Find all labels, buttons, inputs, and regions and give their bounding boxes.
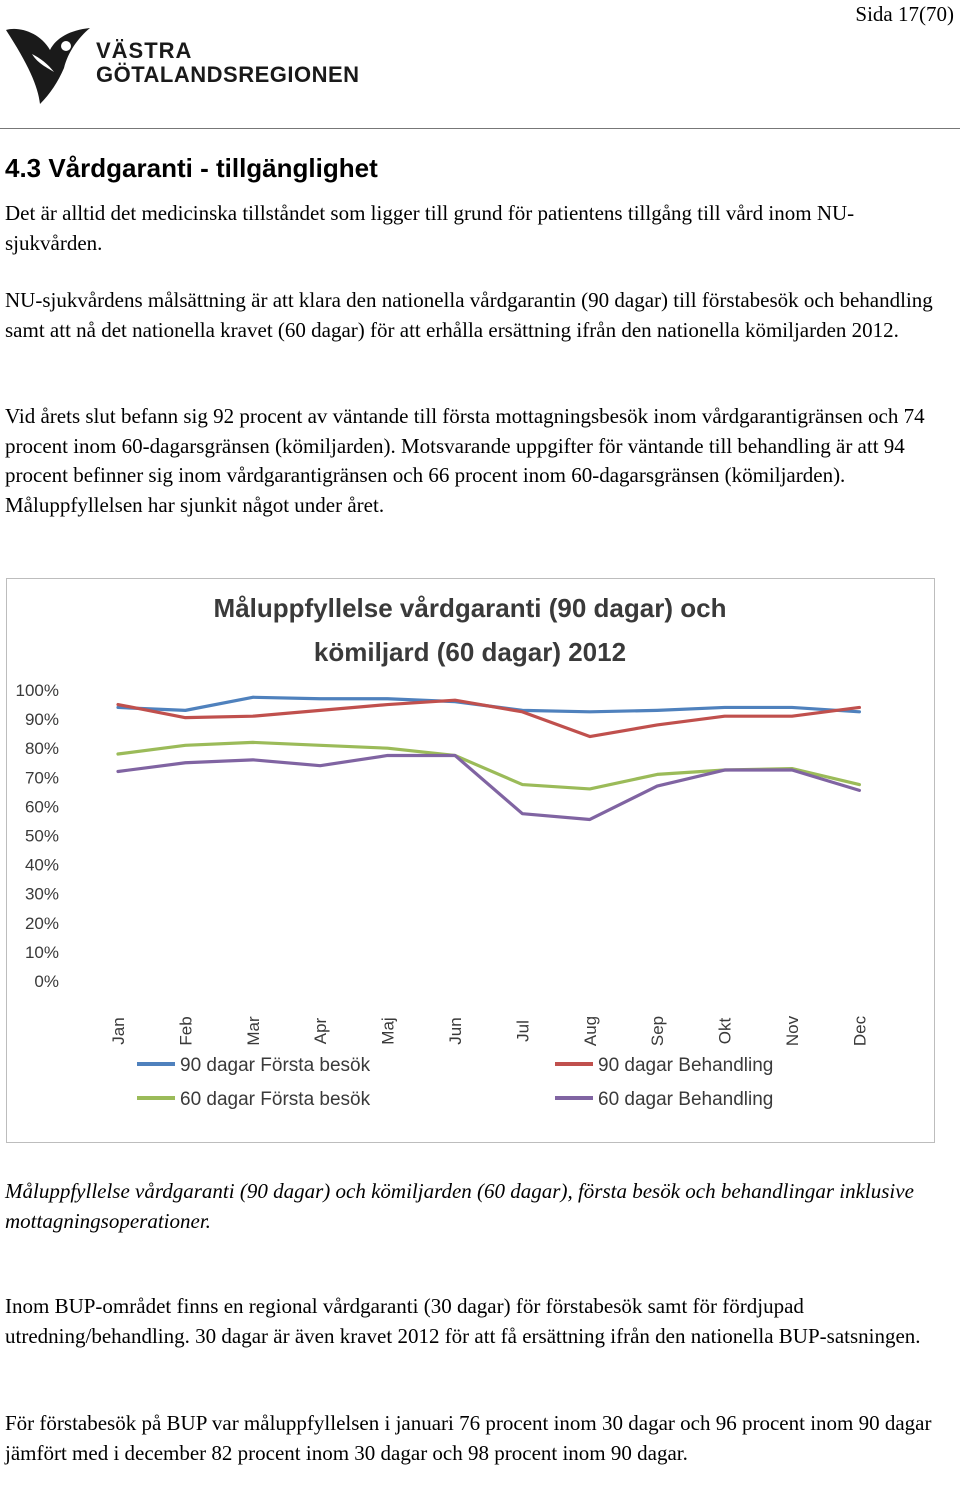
chart-title-line: Måluppfyllelse vårdgaranti (90 dagar) och	[213, 593, 727, 623]
vastra-gotalandsregionen-logo	[4, 24, 404, 108]
y-tick-label: 30%	[24, 884, 59, 904]
y-tick-label: 10%	[24, 942, 59, 962]
paragraph-intro: Det är alltid det medicinska tillståndet som ligger till grund för patientens tillgång till vård inom NU-sjukvården.	[5, 201, 855, 255]
chart-title-line: kömiljard (60 dagar) 2012	[313, 637, 627, 667]
y-tick-label: 80%	[24, 739, 59, 759]
y-tick-label: 100%	[15, 681, 59, 700]
x-tick-label: Jul	[513, 1020, 533, 1042]
logo-text-line2: GÖTALANDSREGIONEN	[96, 62, 360, 87]
x-tick-label: Aug	[580, 1015, 600, 1047]
series-line	[118, 700, 859, 736]
y-tick-label: 70%	[24, 768, 59, 788]
x-tick-label: Mar	[243, 1016, 263, 1046]
x-tick-label: Nov	[783, 1015, 802, 1047]
y-tick-label: 50%	[24, 826, 59, 846]
paragraph-goal: NU-sjukvårdens målsättning är att klara den nationella vårdgarantin (90 dagar) till förstabesök och behandling samt att nå det nationella kravet (60 dagar) för att erhålla ersättning ifrån den nationella kömiljarden 2012.	[5, 288, 933, 342]
page-number: Sida 17(70)	[855, 2, 954, 26]
logo-text-line1: VÄSTRA	[96, 38, 193, 63]
series-line	[118, 755, 859, 819]
chart-container	[6, 578, 935, 1143]
y-tick-label: 20%	[24, 913, 59, 933]
section-heading: 4.3 Vårdgaranti - tillgänglighet	[5, 153, 378, 183]
logo-emblem-icon	[4, 24, 94, 108]
y-tick-label: 0%	[34, 972, 59, 991]
paragraph-bup: Inom BUP-området finns en regional vårdgaranti (30 dagar) för förstabesök samt för fördjupad utredning/behandling. 30 dagar är även kravet 2012 för att få ersättning ifrån den nationella BUP-satsningen.	[5, 1294, 921, 1348]
x-tick-label: Apr	[311, 1017, 331, 1045]
header-divider	[0, 128, 960, 129]
y-tick-label: 90%	[24, 710, 59, 730]
x-tick-label: Jan	[109, 1017, 128, 1045]
x-tick-label: Jun	[446, 1017, 465, 1045]
line-chart	[7, 579, 934, 1142]
paragraph-results: Vid årets slut befann sig 92 procent av väntande till första mottagningsbesök inom vårdgarantigränsen och 74 procent inom 60-dagarsgränsen (kömiljarden). Motsvarande uppgifter för väntande till behandling är att 94 procent befinner sig inom vårdgarantigränsen och 66 procent inom 60-dagarsgränsen (kömiljarden). Måluppfyllelsen har sjunkit något under året.	[5, 404, 925, 517]
x-tick-label: Maj	[378, 1017, 398, 1045]
x-tick-label: Feb	[176, 1016, 196, 1046]
legend-label: 60 dagar Behandling	[598, 1089, 774, 1110]
paragraph-bup-results: För förstabesök på BUP var måluppfyllelsen i januari 76 procent inom 30 dagar och 96 procent inom 90 dagar jämfört med i december 82 procent inom 30 dagar och 98 procent inom 90 dagar.	[5, 1411, 932, 1465]
x-tick-label: Okt	[715, 1017, 735, 1045]
legend-label: 90 dagar Behandling	[598, 1055, 774, 1076]
series-line	[118, 742, 859, 789]
figure-caption: Måluppfyllelse vårdgaranti (90 dagar) och kömiljarden (60 dagar), första besök och behandlingar inklusive mottagningsoperationer.	[5, 1179, 914, 1233]
y-tick-label: 40%	[24, 855, 59, 875]
legend-label: 60 dagar Första besök	[180, 1089, 371, 1110]
x-tick-label: Dec	[850, 1015, 870, 1047]
legend-label: 90 dagar Första besök	[180, 1055, 371, 1076]
y-tick-label: 60%	[24, 797, 59, 817]
x-tick-label: Sep	[648, 1015, 668, 1047]
